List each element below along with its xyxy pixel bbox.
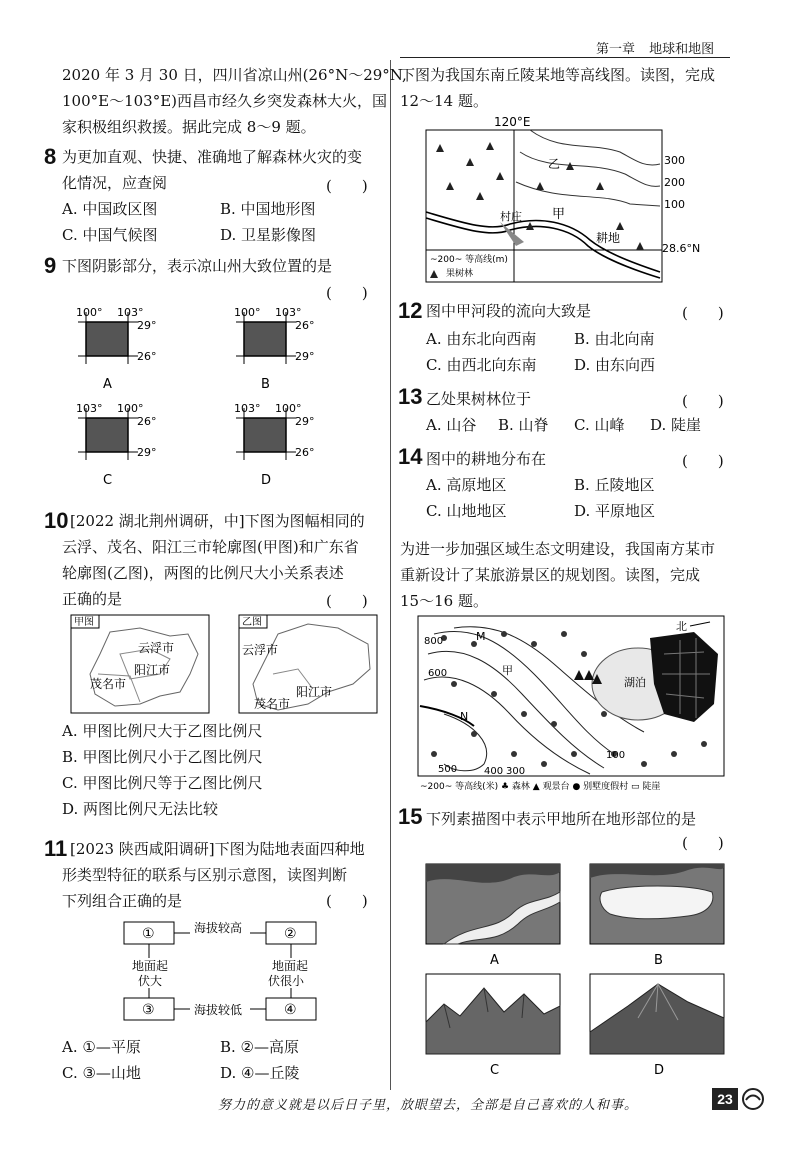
intro-8-9: 2020 年 3 月 30 日，四川省凉山州(26°N～29°N, 100°E～103°E)西昌市经久乡突发森林大火，国 家积极组织救援。据此完成 8～9 题。 (62, 66, 407, 136)
lon-right-label: 103° (275, 306, 302, 319)
option-14-c[interactable]: C. 山地地区 (426, 502, 507, 520)
city-yangjiang: 阳江市 (296, 685, 333, 699)
option-12-d[interactable]: D. 由东向西 (574, 356, 656, 374)
legend-contour: ~200~ 等高线(m) (430, 255, 508, 265)
grid-map-d[interactable] (228, 400, 328, 490)
question-14-stem: 图中的耕地分布在 (426, 450, 547, 468)
city-maoming: 茂名市 (254, 697, 291, 711)
book-logo-icon (740, 1086, 766, 1112)
answer-paren-14[interactable]: ( ) (682, 452, 724, 470)
point-m: M (476, 630, 486, 643)
option-10-d[interactable]: D. 两图比例尺无法比较 (62, 800, 219, 818)
point-n: N (460, 710, 469, 723)
farmland-label: 耕地 (596, 231, 621, 245)
map-title: 甲图 (74, 617, 94, 628)
lat-top-label: 26° (295, 319, 315, 332)
legend-orchard: 果树林 (446, 269, 474, 279)
option-13-c[interactable]: C. 山峰 (574, 416, 625, 434)
question-11-stem: [2023 陕西咸阳调研]下图为陆地表面四种地 形类型特征的联系与区别示意图，读图判断 下列组合正确的是 (62, 840, 365, 910)
question-10-stem: [2022 湖北荆州调研，中]下图为图幅相同的 云浮、茂名、阳江三市轮廓图(甲图)和广东省 轮廓图(乙图)，两图的比例尺大小关系表述 正确的是 (62, 512, 365, 608)
option-14-d[interactable]: D. 平原地区 (574, 502, 656, 520)
chapter-header (596, 38, 714, 57)
answer-paren-10[interactable]: ( ) (326, 592, 368, 610)
city-yangjiang: 阳江市 (134, 663, 171, 677)
city-yunfu: 云浮市 (242, 643, 279, 657)
lake-label: 湖泊 (624, 676, 646, 689)
contour-map-hills[interactable] (420, 112, 720, 292)
contour-300: 300 (664, 154, 685, 167)
lon-right-label: 100° (275, 402, 302, 415)
village-label: 村庄 (500, 210, 522, 223)
label-relief-large-2: 伏大 (138, 974, 163, 988)
contour-300: 300 (506, 766, 526, 777)
contour-100: 100 (664, 198, 685, 211)
box-3: ③ (142, 1002, 155, 1018)
contour-100: 100 (606, 750, 626, 761)
question-8-stem: 为更加直观、快捷、准确地了解森林火灾的变 化情况，应查阅 (62, 148, 363, 192)
option-14-b[interactable]: B. 丘陵地区 (574, 476, 655, 494)
option-10-c[interactable]: C. 甲图比例尺等于乙图比例尺 (62, 774, 263, 792)
option-label: A (490, 953, 499, 968)
contour-600: 600 (428, 668, 448, 679)
option-13-a[interactable]: A. 山谷 (426, 416, 477, 434)
point-jia: 甲 (552, 207, 566, 222)
map-label: C (103, 473, 113, 488)
option-11-c[interactable]: C. ③—山地 (62, 1064, 141, 1082)
question-number-13: 13 (398, 384, 423, 409)
option-8-d[interactable]: D. 卫星影像图 (220, 226, 317, 244)
contour-400: 400 (484, 766, 504, 777)
grid-map-a[interactable] (70, 304, 170, 394)
intro-12-14: 下图为我国东南丘陵某地等高线图。读图，完成 12～14 题。 (400, 66, 716, 110)
city-maoming: 茂名市 (90, 677, 127, 691)
label-relief-small-2: 伏很小 (268, 974, 305, 988)
sketch-option-b[interactable] (588, 862, 734, 972)
contour-200: 200 (664, 176, 685, 189)
north-arrow-label: 北 (676, 620, 687, 633)
box-1: ① (142, 926, 155, 942)
lat-bottom-label: 29° (137, 446, 157, 459)
option-12-b[interactable]: B. 由北向南 (574, 330, 655, 348)
contour-500: 500 (438, 764, 458, 775)
question-number-11: 11 (44, 836, 68, 861)
scenic-area-plan-map[interactable] (414, 614, 732, 794)
sketch-option-c[interactable] (424, 972, 570, 1082)
question-number-15: 15 (398, 804, 423, 829)
answer-paren-8[interactable]: ( ) (326, 177, 368, 195)
option-13-d[interactable]: D. 陡崖 (650, 416, 702, 434)
question-12-stem: 图中甲河段的流向大致是 (426, 302, 592, 320)
box-4: ④ (284, 1002, 297, 1018)
option-12-a[interactable]: A. 由东北向西南 (426, 330, 537, 348)
answer-paren-12[interactable]: ( ) (682, 304, 724, 322)
lat-bottom-label: 26° (295, 446, 315, 459)
city-yunfu: 云浮市 (138, 641, 175, 655)
lon-left-label: 103° (76, 402, 103, 415)
label-relief-large: 地面起 (132, 959, 169, 973)
sketch-option-d[interactable] (588, 972, 734, 1082)
lon-right-label: 103° (117, 306, 144, 319)
page-number: 23 (712, 1088, 738, 1110)
column-divider (390, 60, 391, 1090)
question-number-8: 8 (44, 144, 57, 169)
answer-paren-13[interactable]: ( ) (682, 392, 724, 410)
question-15-stem: 下列素描图中表示甲地所在地形部位的是 (426, 810, 697, 828)
grid-map-c[interactable] (70, 400, 170, 490)
option-11-a[interactable]: A. ①—平原 (62, 1038, 141, 1056)
map-label: A (103, 377, 112, 392)
longitude-label: 120°E (494, 115, 531, 129)
answer-paren-9[interactable]: ( ) (326, 284, 368, 302)
point-yi: 乙 (548, 157, 561, 171)
lat-bottom-label: 29° (295, 350, 315, 363)
lat-top-label: 29° (137, 319, 157, 332)
option-14-a[interactable]: A. 高原地区 (426, 476, 507, 494)
chapter-number: 第一章 (596, 42, 636, 57)
label-relief-small: 地面起 (272, 959, 309, 973)
option-8-c[interactable]: C. 中国气候图 (62, 226, 158, 244)
question-number-10: 10 (44, 508, 69, 533)
option-10-b[interactable]: B. 甲图比例尺小于乙图比例尺 (62, 748, 263, 766)
grid-map-b[interactable] (228, 304, 328, 394)
lon-right-label: 100° (117, 402, 144, 415)
intro-15-16: 为进一步加强区域生态文明建设，我国南方某市 重新设计了某旅游景区的规划图。读图，完成 15～16 题。 (400, 540, 716, 610)
map-label: B (261, 377, 270, 392)
map-legend: ~200~ 等高线(米) ♣ 森林 ▲ 观景台 ● 别墅度假村 ▭ 陡崖 (420, 782, 661, 792)
label-higher-altitude: 海拔较高 (194, 921, 243, 935)
lat-top-label: 26° (137, 415, 157, 428)
lat-bottom-label: 26° (137, 350, 157, 363)
question-number-12: 12 (398, 298, 423, 323)
option-12-c[interactable]: C. 由西北向东南 (426, 356, 537, 374)
box-2: ② (284, 926, 297, 942)
chapter-title: 地球和地图 (649, 42, 715, 57)
contour-800: 800 (424, 636, 444, 647)
option-11-b[interactable]: B. ②—高原 (220, 1038, 300, 1056)
question-number-9: 9 (44, 253, 57, 278)
option-label: C (490, 1063, 500, 1078)
option-11-d[interactable]: D. ④—丘陵 (220, 1064, 300, 1082)
question-13-stem: 乙处果树林位于 (426, 390, 532, 408)
label-lower-altitude: 海拔较低 (194, 1003, 243, 1017)
question-9-stem: 下图阴影部分，表示凉山州大致位置的是 (62, 257, 333, 275)
lat-top-label: 29° (295, 415, 315, 428)
map-label: D (261, 473, 272, 488)
map-title: 乙图 (242, 617, 262, 628)
footer-motto: 努力的意义就是以后日子里，放眼望去，全部是自己喜欢的人和事。 (218, 1098, 639, 1113)
option-8-a[interactable]: A. 中国政区图 (62, 200, 158, 218)
option-13-b[interactable]: B. 山脊 (498, 416, 549, 434)
question-number-14: 14 (398, 444, 423, 469)
sketch-option-a[interactable] (424, 862, 570, 972)
map-yi-outline[interactable] (238, 614, 378, 714)
landform-relation-diagram (118, 914, 328, 1034)
option-8-b[interactable]: B. 中国地形图 (220, 200, 316, 218)
lon-left-label: 103° (234, 402, 261, 415)
answer-paren-11[interactable]: ( ) (326, 892, 368, 910)
lon-left-label: 100° (234, 306, 261, 319)
map-jia-outline[interactable] (70, 614, 210, 714)
header-rule (400, 57, 730, 58)
point-jia: 甲 (502, 664, 513, 677)
latitude-label: 28.6°N (662, 242, 701, 255)
lon-left-label: 100° (76, 306, 103, 319)
option-label: D (654, 1063, 665, 1078)
answer-paren-15[interactable]: ( ) (682, 834, 724, 852)
option-10-a[interactable]: A. 甲图比例尺大于乙图比例尺 (62, 722, 263, 740)
option-label: B (654, 953, 663, 968)
